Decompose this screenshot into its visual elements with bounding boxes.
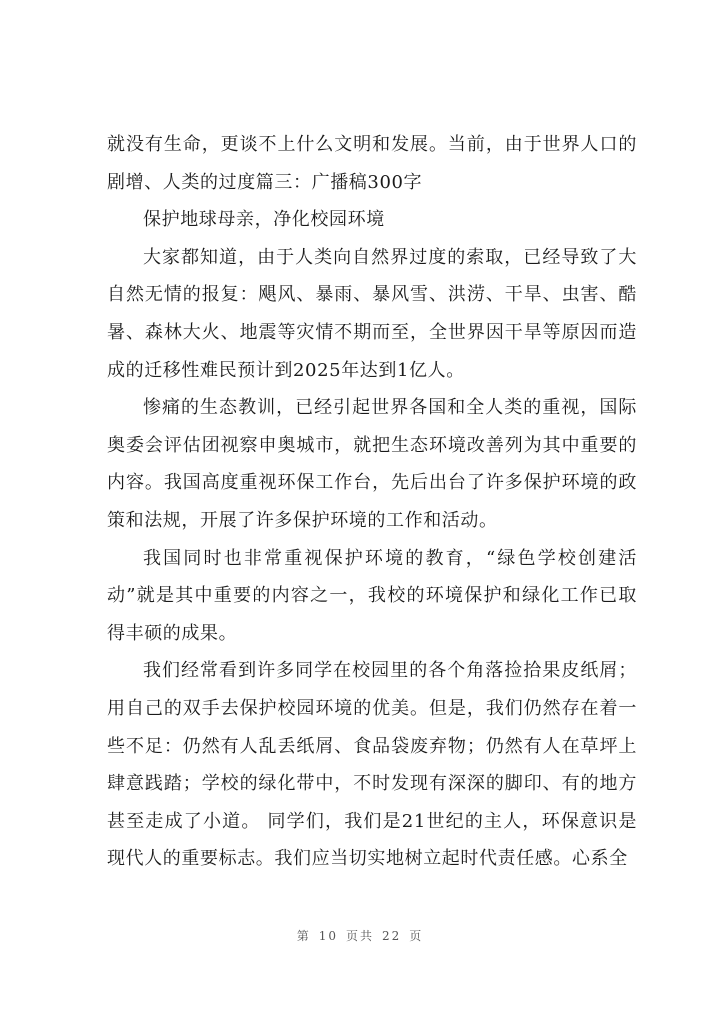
footer-prefix: 第 — [296, 929, 311, 943]
paragraph-heading: 保护地球母亲，净化校园环境 — [143, 209, 385, 231]
page-number: 10 — [318, 929, 338, 943]
page-footer — [0, 927, 720, 944]
document-body — [107, 126, 637, 878]
paragraph-3: 大家都知道，由于人类向自然界过度的索取，已经导致了大自然无情的报复：飓风、暴雨、暴风雪、洪涝、干旱、虫害、酷暑、森林大火、地震等灾情不期而至，全世界因干旱等原因而造成的迁移性难民预计到2025年达到1亿人。 — [107, 246, 637, 381]
paragraph-6: 我们经常看到许多同学在校园里的各个角落捡拾果皮纸屑；用自己的双手去保护校园环境的优美。但是，我们仍然存在着一些不足：仍然有人乱丢纸屑、食品袋废弃物；仍然有人在草坪上肆意践踏；学校的绿化带中，不时发现有深深的脚印、有的地方甚至走成了小道。 同学们，我们是21世纪的主人，环保意识是现代人的重要标志。我们应当切实地树立起时代责任感。心系全 — [107, 660, 637, 870]
paragraph-5: 我国同时也非常重视保护环境的教育，“绿色学校创建活动”就是其中重要的内容之一，我校的环境保护和绿化工作已取得丰硕的成果。 — [107, 547, 637, 644]
footer-middle: 页共 — [345, 929, 374, 943]
paragraph-1: 就没有生命，更谈不上什么文明和发展。当前，由于世界人口的剧增、人类的过度篇三：广播稿300字 — [107, 134, 637, 193]
total-pages: 22 — [382, 929, 402, 943]
footer-suffix: 页 — [409, 929, 424, 943]
paragraph-4: 惨痛的生态教训，已经引起世界各国和全人类的重视，国际奥委会评估团视察申奥城市，就把生态环境改善列为其中重要的内容。我国高度重视环保工作台，先后出台了许多保护环境的政策和法规，开展了许多保护环境的工作和活动。 — [107, 397, 637, 531]
